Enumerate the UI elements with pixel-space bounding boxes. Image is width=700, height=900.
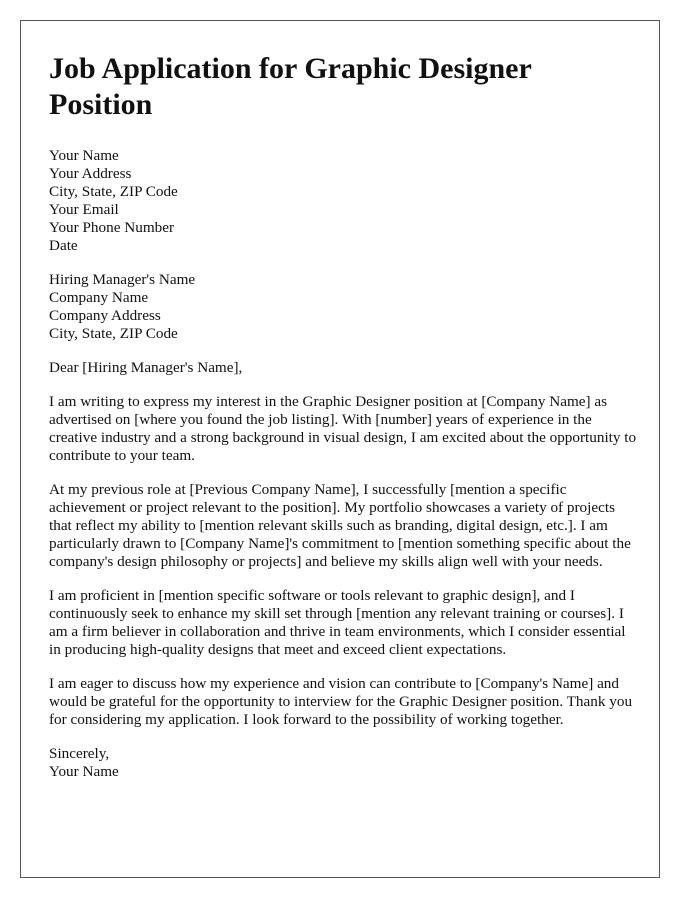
sender-city-state-zip: City, State, ZIP Code [49,183,178,200]
sender-name: Your Name [49,147,119,164]
salutation: Dear [Hiring Manager's Name], [49,359,243,376]
sender-address-block [49,147,639,255]
body-paragraph-1: I am writing to express my interest in the Graphic Designer position at [Company Name] as advertised on [where you found the job listing]. With [number] years of experience in the creative industry and a strong background in visual design, I am excited about the opportunity to contribute to your team. [49,393,637,464]
body-paragraph-2: At my previous role at [Previous Company Name], I successfully [mention a specific achievement or project relevant to the position]. My portfolio showcases a variety of projects that reflect my ability to [mention relevant skills such as branding, digital design, etc.]. I am particularly drawn to [Company Name]'s commitment to [mention something specific about the company's design philosophy or projects] and believe my skills align well with your needs. [49,481,631,570]
recipient-city-state-zip: City, State, ZIP Code [49,325,178,342]
signature-name: Your Name [49,763,119,780]
letter-title: Job Application for Graphic Designer Position [49,52,532,121]
sender-email: Your Email [49,201,119,218]
recipient-company: Company Name [49,289,149,306]
recipient-name: Hiring Manager's Name [49,271,196,288]
body-paragraph-4: I am eager to discuss how my experience and vision can contribute to [Company's Name] and would be grateful for the opportunity to interview for the Graphic Designer position. Thank you for considering my application. I look forward to the possibility of working together. [49,675,633,728]
recipient-address-block [49,271,639,343]
body-paragraph-3: I am proficient in [mention specific software or tools relevant to graphic design], and I continuously seek to enhance my skill set through [mention any relevant training or courses]. I am a firm believer in collaboration and thrive in team environments, which I consider essential in producing high-quality designs that meet and exceed client expectations. [49,587,626,658]
sender-address: Your Address [49,165,132,182]
recipient-company-address: Company Address [49,307,161,324]
closing-block [49,745,639,781]
letter-content [49,51,639,797]
valediction: Sincerely, [49,745,110,762]
letter-date: Date [49,237,78,254]
letter-page [20,20,660,878]
sender-phone: Your Phone Number [49,219,175,236]
